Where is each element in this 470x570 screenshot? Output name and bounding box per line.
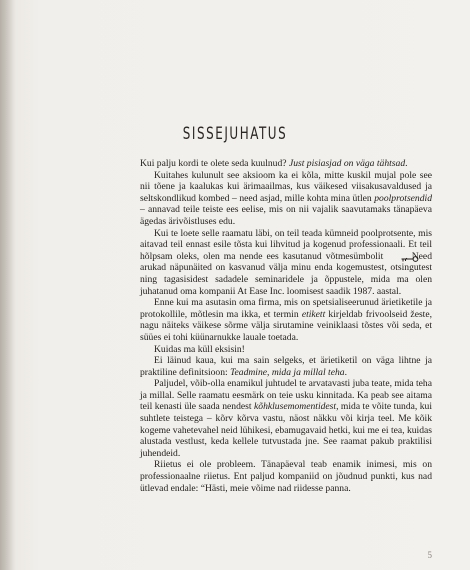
text-run: . xyxy=(344,366,347,378)
text-run: kirjeldab frivoolseid žeste, nagu näiteks väikese sõrme välja sirutamine veiniklaasi tõstes või seda, et süües ei tohi küünarnukke lauale toetada. xyxy=(140,308,433,343)
italic-text: poolprotsendid xyxy=(374,192,432,204)
italic-text: etikett xyxy=(301,308,326,320)
italic-text: Just pisiasjad on väga tähtsad xyxy=(288,158,406,169)
text-run: Paljudel, võib-olla enamikul juhtudel te arvatavasti juba teate, mida teha ja millal. Selle raamatu eesmärk on teie usku kinnitada. Ka peab see aitama teil kenasti üle saada nendest xyxy=(140,378,432,413)
text-run: – annavad teile teiste ees eelise, mis on nii vajalik saavutamaks tänapäeva ägedas ärivõistluses edu. xyxy=(140,204,432,227)
paragraph xyxy=(140,355,432,378)
text-run: Kuitahes kulunult see aksioom ka ei kõla, mitte kuskil mujal pole see nii tõene ja kaalukas kui ärimaailmas, kus väikesed viisakusavaldused ja seltskondlikud kombed – need asjad, mille kohta mina ütlen xyxy=(140,169,432,204)
page-gutter-shadow xyxy=(0,0,16,570)
paragraph xyxy=(140,228,432,298)
paragraph xyxy=(140,170,432,228)
italic-text: Teadmine, mida ja millal teha xyxy=(230,366,345,378)
body-text xyxy=(140,158,432,494)
text-run: Ei läinud kaua, kui ma sain selgeks, et ärietiketil on väga lihtne ja praktiline definitsioon: xyxy=(140,355,432,378)
text-run: , mida te võite tunda, kui suhtlete teistega – kõrv kõrva vastu, näost näkku või kirja teel. Me kõik kogeme vahetevahel neid lühikesi, ebamugavaid hetki, kui me ei tea, kuidas alustada vestlust, keda kellele tutvustada jne. See raamat pakub praktilisi juhendeid. xyxy=(140,401,432,459)
italic-text: kõhklusemomentidest xyxy=(254,401,337,413)
text-run: . Need arukad näpunäited on kasvanud välja minu enda kogemustest, otsingutest ning tagasisidest sadadele seminaridele ja õppustele, mida ma olen juhatanud oma kompanii At Ease Inc. loomisest saadik 1987. aastal. xyxy=(140,250,432,297)
text-run: Riietus ei ole probleem. Tänapäeval teab enamik inimesi, mis on professionaalne riietus. Ent paljud kompaniid on jõudnud punkti, kus nad ütlevad endale: “Hästi, meie võime nad riidesse panna. xyxy=(140,459,432,494)
text-run: Kui te loete selle raamatu läbi, on teil teada kümneid poolprotsente, mis aitavad teil ennast esile tõsta kui lihvitud ja kogenud professionaali. Et teil hõlpsam oleks, olen ma nende ees kasutanud võtmesümbolit xyxy=(140,227,432,262)
text-run: Kuidas ma küll eksisin! xyxy=(154,343,245,355)
page-number: 5 xyxy=(427,550,432,560)
key-icon xyxy=(387,254,405,260)
text-run: . xyxy=(405,158,408,169)
text-run: Kui palju kordi te olete seda kuulnud? xyxy=(140,158,289,169)
paragraph xyxy=(140,344,432,356)
text-run: Enne kui ma asutasin oma firma, mis on spetsialiseerunud ärietiketile ja protokollile, mõtlesin ma ikka, et termin xyxy=(140,297,432,320)
paragraph xyxy=(140,378,432,459)
paragraph xyxy=(140,297,432,343)
paragraph xyxy=(140,158,432,170)
paragraph xyxy=(140,459,432,494)
chapter-title: SISSEJUHATUS xyxy=(182,124,288,144)
